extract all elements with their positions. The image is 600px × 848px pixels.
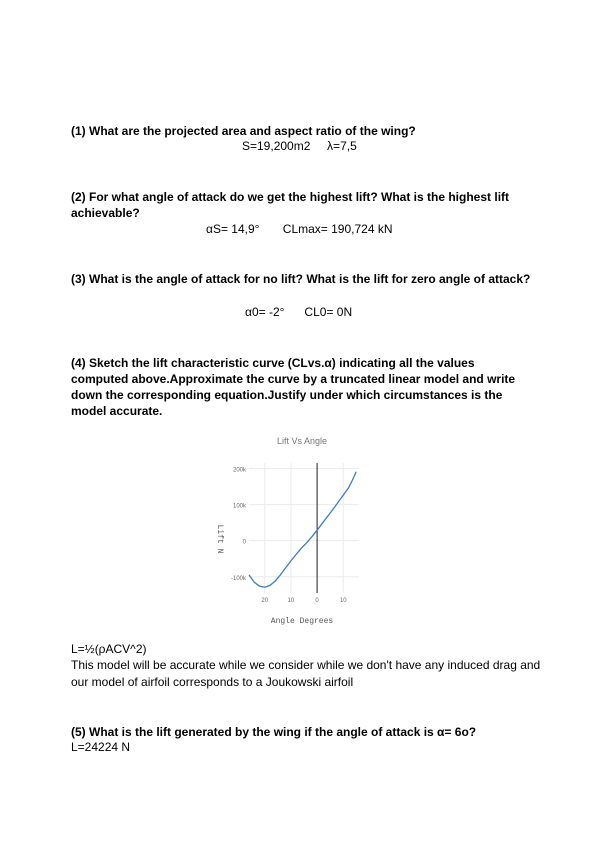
y-tick-label: 0 <box>242 539 246 546</box>
question-1: (1) What are the projected area and aspect ratio of the wing? <box>71 124 416 138</box>
chart-grid <box>249 463 359 593</box>
chart-ylabel: Lift N <box>215 524 224 554</box>
chart-ticks <box>231 467 347 604</box>
model-justification: This model will be accurate while we consider while we don't have any induced drag and our model of airfoil corresponds to a Joukowski airfoil <box>71 658 541 689</box>
x-tick-label: 10 <box>339 598 347 604</box>
x-tick-label: 20 <box>261 598 269 604</box>
y-tick-label: 200k <box>232 467 246 474</box>
question-3: (3) What is the angle of attack for no lift? What is the lift for zero angle of attack? <box>71 272 531 286</box>
question-4: (4) Sketch the lift characteristic curve (CLvs.α) indicating all the values computed above.Approximate the curve by a truncated linear model and write down the corresponding equation.Justify under which circumstances is the model accurate. <box>71 356 516 418</box>
y-tick-label: -100k <box>230 575 246 582</box>
answer-2: αS= 14,9° CLmax= 190,724 kN <box>206 222 393 236</box>
x-tick-label: 10 <box>287 598 295 604</box>
x-tick-label: 0 <box>315 598 319 604</box>
question-2: (2) For what angle of attack do we get the highest lift? What is the highest lift achievable? <box>71 190 510 220</box>
lift-chart <box>189 423 393 630</box>
answer-1: S=19,200m2 λ=7,5 <box>242 139 357 153</box>
answer-3: α0= -2° CL0= 0N <box>245 305 353 319</box>
chart-xlabel: Angle Degrees <box>270 617 334 626</box>
y-tick-label: 100k <box>232 503 246 510</box>
lift-equation: L=½(ρACV^2) <box>71 642 147 656</box>
question-5: (5) What is the lift generated by the wing if the angle of attack is α= 6o? <box>71 725 477 739</box>
answer-5: L=24224 N <box>71 740 131 754</box>
chart-title: Lift Vs Angle <box>276 436 328 446</box>
